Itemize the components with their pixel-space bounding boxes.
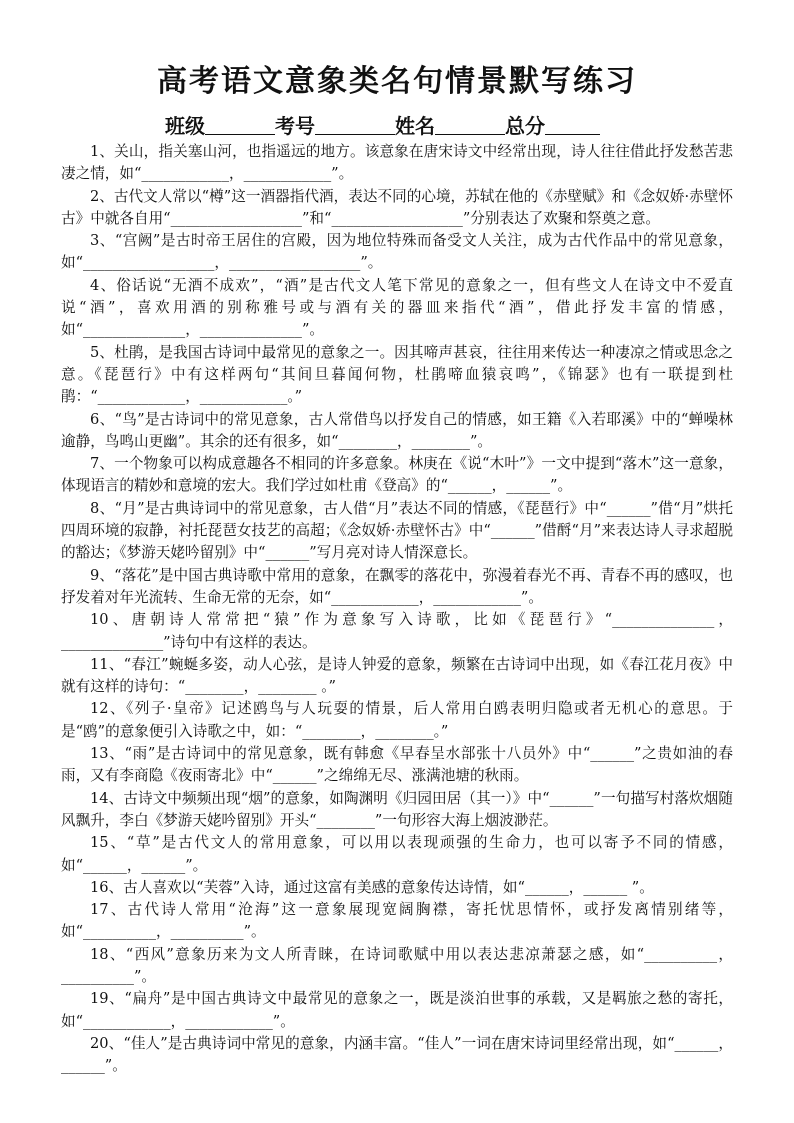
score-label: 总分 [505, 114, 545, 138]
class-blank[interactable] [205, 114, 275, 135]
question-item: 20、“佳人”是古典诗词中常见的意象，内涵丰富。“佳人”一词在唐宋诗词里经常出现，如“______，______”。 [61, 1034, 733, 1075]
question-item: 8、“月”是古典诗词中的常见意象，古人借“月”表达不同的情感，《琵琶行》中“______”借“月”烘托四周环境的寂静，衬托琵琶女技艺的高超；《念奴娇·赤壁怀古》中“______”借酹“月”来表达诗人寻求超脱的豁达；《梦游天姥吟留别》中“______”写月亮对诗人情深意长。 [61, 499, 733, 562]
question-item: 10、唐朝诗人常常把“猿”作为意象写入诗歌，比如《琵琶行》“______________，______________”诗句中有这样的表达。 [61, 611, 733, 651]
question-item: 14、古诗文中频频出现“烟”的意象，如陶渊明《归园田居（其一）》中“______”一句描写村落炊烟随风飘升，李白《梦游天姥吟留别》开头“________”一句形容大海上烟波渺茫。 [61, 789, 733, 829]
question-item: 17、古代诗人常用“沧海”这一意象展现宽阔胸襟，寄托忧思情怀，或抒发离情别绪等，如“__________，__________”。 [61, 901, 733, 941]
question-item: 2、古代文人常以“樽”这一酒器指代酒，表达不同的心境，苏轼在他的《赤壁赋》和《念奴娇·赤壁怀古》中就各自用“__________________”和“__________________”分别表达了欢聚和祭奠之意。 [61, 187, 733, 227]
question-list [61, 141, 733, 1077]
exam-no-label: 考号 [275, 114, 315, 138]
question-item: 19、“扁舟”是中国古典诗文中最常见的意象之一，既是淡泊世事的承载，又是羁旅之愁的寄托，如“____________，____________”。 [61, 990, 733, 1030]
question-item: 5、杜鹃，是我国古诗词中最常见的意象之一。因其啼声甚哀，往往用来传达一种凄凉之情或思念之意。《琵琶行》中有这样两句“其间旦暮闻何物，杜鹃啼血猿哀鸣”，《锦瑟》也有一联提到杜鹃：“____________，____________。” [61, 343, 733, 406]
question-item: 4、俗话说“无酒不成欢”，“酒”是古代文人笔下常见的意象之一，但有些文人在诗文中不爱直说“酒”，喜欢用酒的别称雅号或与酒有关的器皿来指代“酒”，借此抒发丰富的情感，如“______________，______________”。 [61, 276, 733, 339]
class-label: 班级 [165, 114, 205, 138]
question-item: 16、古人喜欢以“芙蓉”入诗，通过这富有美感的意象传达诗情，如“______，______ ”。 [90, 878, 654, 896]
question-item: 1、关山，指关塞山河，也指遥远的地方。该意象在唐宋诗文中经常出现，诗人往往借此抒发愁苦悲凄之情，如“____________，____________”。 [61, 143, 733, 183]
question-item: 6、“鸟”是古诗词中的常见意象，古人常借鸟以抒发自己的情感，如王籍《入若耶溪》中的“蝉噪林逾静，鸟鸣山更幽”。其余的还有很多，如“________，________”。 [61, 410, 733, 450]
question-item: 13、“雨”是古诗词中的常见意象，既有韩愈《早春呈水部张十八员外》中“______”之贵如油的春雨，又有李商隐《夜雨寄北》中“______”之绵绵无尽、涨满池塘的秋雨。 [61, 745, 733, 785]
question-item: 7、一个物象可以构成意趣各不相同的许多意象。林庚在《说“木叶”》一文中提到“落木”这一意象，体现语言的精妙和意境的宏大。我们学过如杜甫《登高》的“______，______”。 [61, 455, 733, 495]
student-info-line [165, 111, 600, 141]
score-blank[interactable] [545, 114, 600, 135]
question-item: 3、“宫阙”是古时帝王居住的宫殿，因为地位特殊而备受文人关注，成为古代作品中的常见意象，如“__________________，__________________”。 [61, 232, 733, 272]
page-title: 高考语文意象类名句情景默写练习 [157, 64, 637, 99]
name-blank[interactable] [435, 114, 505, 135]
question-item: 11、“春江”蜿蜒多姿，动人心弦，是诗人钟爱的意象，频繁在古诗词中出现，如《春江花月夜》中就有这样的诗句：“________，________ 。” [61, 655, 733, 696]
name-label: 姓名 [395, 114, 435, 138]
question-item: 12、《列子·皇帝》记述鸥鸟与人玩耍的情景，后人常用白鸥表明归隐或者无机心的意思。于是“鸥”的意象便引入诗歌之中，如：“________，________。” [61, 700, 733, 740]
exam-no-blank[interactable] [315, 114, 395, 135]
question-item: 9、“落花”是中国古典诗歌中常用的意象，在飘零的落花中，弥漫着春光不再、青春不再的感叹，也抒发着对年光流转、生命无常的无奈，如“____________，____________”。 [61, 566, 733, 606]
question-item: 15、“草”是古代文人的常用意象，可以用以表现顽强的生命力，也可以寄予不同的情感，如“______，______”。 [61, 834, 733, 874]
question-item: 18、“西风”意象历来为文人所青睐，在诗词歌赋中用以表达悲凉萧瑟之感，如“__________，__________”。 [61, 945, 733, 985]
